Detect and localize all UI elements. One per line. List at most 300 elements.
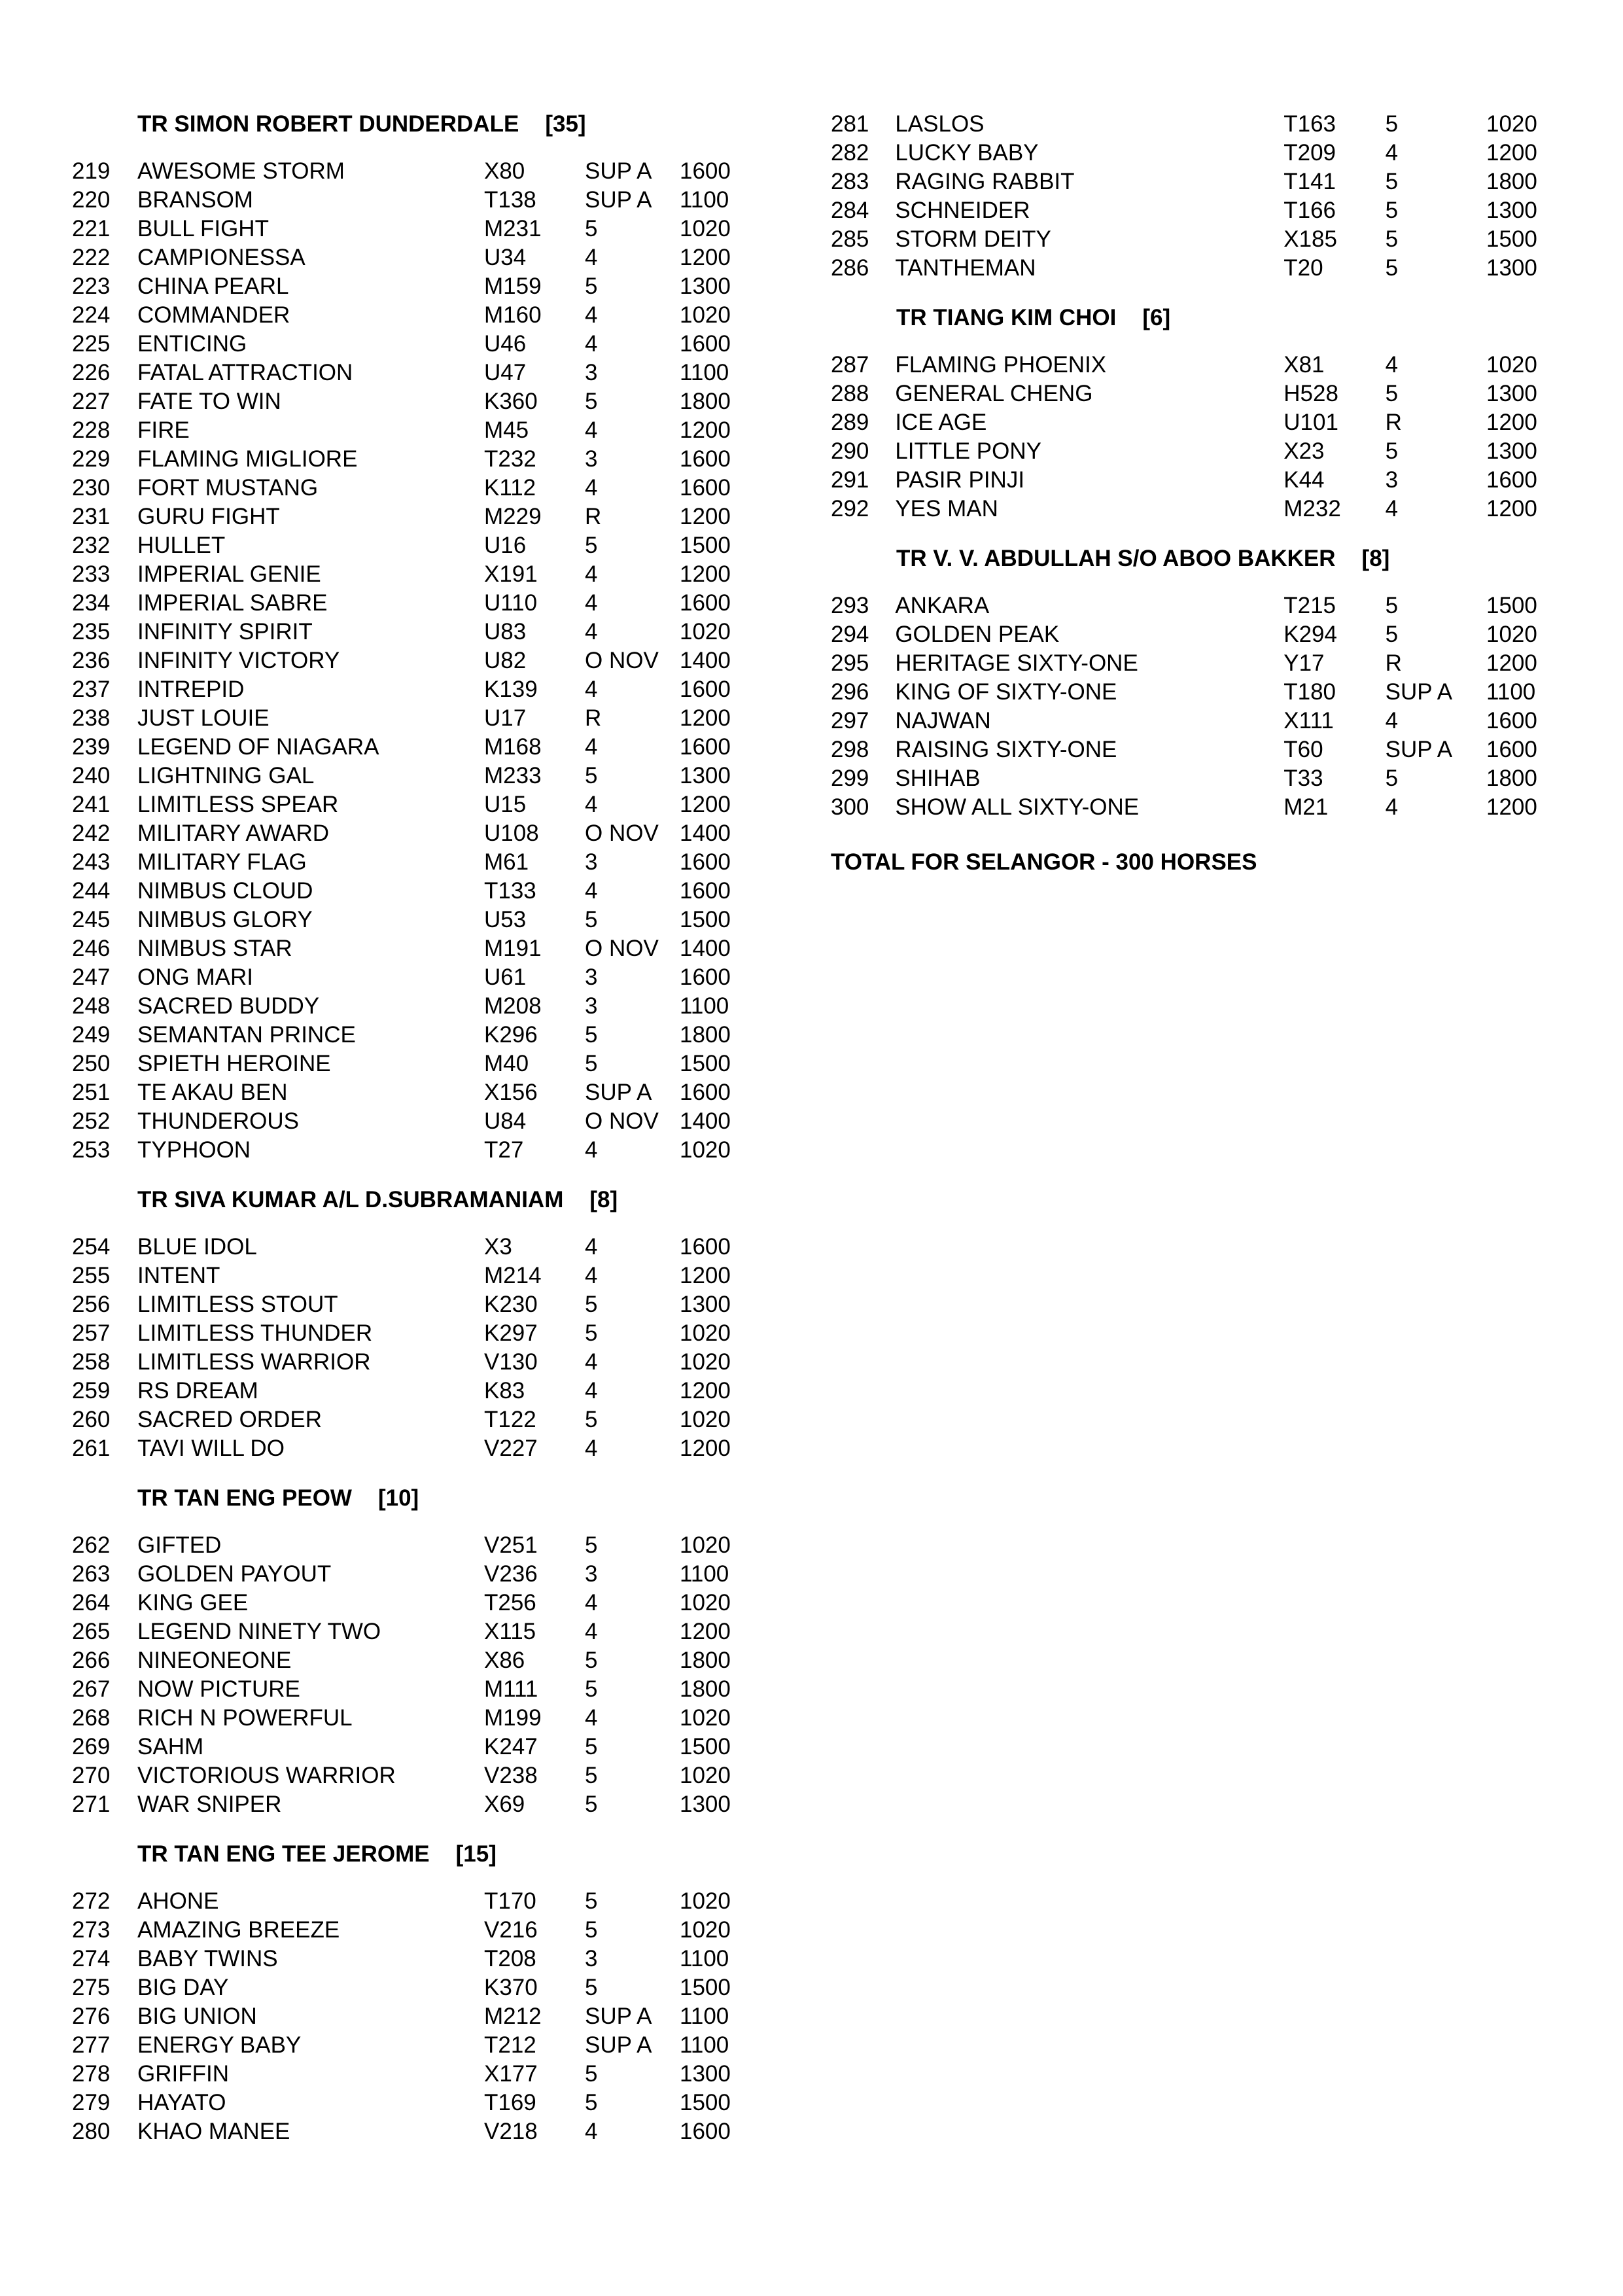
- horse-name: AWESOME STORM: [137, 158, 345, 184]
- horse-code: X185: [1283, 226, 1337, 252]
- horse-class: 4: [585, 792, 598, 817]
- horse-row: [831, 620, 1563, 649]
- horse-name: LUCKY BABY: [895, 140, 1039, 166]
- horse-name: SACRED ORDER: [137, 1407, 322, 1432]
- horse-class: 4: [585, 1378, 598, 1404]
- horse-name: KING GEE: [137, 1590, 249, 1616]
- horse-name: FATE TO WIN: [137, 389, 281, 414]
- horse-row: [831, 225, 1563, 254]
- horse-number: 243: [72, 849, 111, 875]
- horse-number: 288: [831, 381, 869, 406]
- horse-distance: 1600: [1486, 708, 1537, 733]
- horse-name: BLUE IDOL: [137, 1234, 257, 1260]
- horse-number: 252: [72, 1108, 111, 1134]
- horse-code: V227: [484, 1436, 538, 1461]
- horse-number: 239: [72, 734, 111, 760]
- horse-name: LIMITLESS SPEAR: [137, 792, 339, 817]
- horse-row: [831, 110, 1563, 139]
- horse-distance: 1200: [680, 561, 731, 587]
- horse-code: U16: [484, 533, 527, 558]
- horse-class: 4: [585, 1349, 598, 1375]
- horse-distance: 1020: [680, 1917, 731, 1943]
- horse-row: [72, 1887, 765, 1916]
- horse-row: [831, 592, 1563, 620]
- horse-row: [72, 2002, 765, 2031]
- horse-name: YES MAN: [895, 496, 998, 521]
- horse-row: [72, 560, 765, 589]
- horse-number: 221: [72, 216, 111, 241]
- horse-row: [72, 272, 765, 301]
- horse-name: COMMANDER: [137, 302, 290, 328]
- horse-distance: 1020: [680, 1888, 731, 1914]
- horse-code: T215: [1283, 593, 1336, 618]
- horse-code: T232: [484, 446, 536, 472]
- horse-number: 299: [831, 766, 869, 791]
- horse-distance: 1500: [680, 1734, 731, 1759]
- horse-number: 238: [72, 705, 111, 731]
- horse-name: GURU FIGHT: [137, 504, 280, 529]
- horse-distance: 1600: [680, 331, 731, 357]
- horse-distance: 1500: [1486, 593, 1537, 618]
- horse-distance: 1300: [1486, 255, 1537, 281]
- trainer-name: TR TAN ENG TEE JEROME: [137, 1841, 430, 1867]
- horse-code: V238: [484, 1763, 538, 1788]
- horse-code: T20: [1283, 255, 1323, 281]
- horse-class: 5: [1385, 111, 1399, 137]
- horse-code: T208: [484, 1946, 536, 1971]
- horse-row: [72, 1233, 765, 1262]
- horse-code: X191: [484, 561, 538, 587]
- horse-distance: 1300: [1486, 198, 1537, 223]
- horse-number: 256: [72, 1292, 111, 1317]
- trainer-heading: [72, 110, 765, 139]
- horse-code: X177: [484, 2061, 538, 2087]
- horse-number: 284: [831, 198, 869, 223]
- horse-class: 4: [585, 1234, 598, 1260]
- horse-class: 4: [585, 590, 598, 616]
- horse-code: T169: [484, 2090, 536, 2115]
- horse-class: 3: [585, 849, 598, 875]
- horse-distance: 1300: [680, 1792, 731, 1817]
- horse-class: 5: [585, 1888, 598, 1914]
- horse-name: CAMPIONESSA: [137, 245, 305, 270]
- horse-class: 5: [585, 216, 598, 241]
- horse-number: 259: [72, 1378, 111, 1404]
- horse-row: [831, 196, 1563, 225]
- horse-number: 227: [72, 389, 111, 414]
- horse-distance: 1600: [680, 1234, 731, 1260]
- horse-number: 230: [72, 475, 111, 501]
- horse-row: [72, 1107, 765, 1136]
- horse-code: U61: [484, 964, 527, 990]
- horse-number: 296: [831, 679, 869, 705]
- horse-distance: 1300: [680, 763, 731, 788]
- horse-code: X81: [1283, 352, 1325, 378]
- horse-row: [72, 1560, 765, 1589]
- horse-code: U110: [484, 590, 538, 616]
- horse-number: 272: [72, 1888, 111, 1914]
- horse-number: 286: [831, 255, 869, 281]
- horse-name: GRIFFIN: [137, 2061, 229, 2087]
- horse-distance: 1020: [680, 216, 731, 241]
- horse-row: [831, 678, 1563, 707]
- horse-row: [72, 1733, 765, 1761]
- horse-row: [72, 1434, 765, 1463]
- horse-name: INTENT: [137, 1263, 220, 1288]
- horse-name: SHOW ALL SIXTY-ONE: [895, 794, 1140, 820]
- horse-code: M159: [484, 274, 542, 299]
- horse-name: BABY TWINS: [137, 1946, 278, 1971]
- horse-code: T209: [1283, 140, 1336, 166]
- horse-class: 4: [585, 331, 598, 357]
- left-column: [72, 110, 765, 2167]
- trainer-name: TR TAN ENG PEOW: [137, 1485, 352, 1511]
- horse-row: [72, 1704, 765, 1733]
- horse-number: 224: [72, 302, 111, 328]
- horse-code: M160: [484, 302, 542, 328]
- horse-distance: 1400: [680, 821, 731, 846]
- horse-class: R: [585, 504, 602, 529]
- horse-name: FORT MUSTANG: [137, 475, 319, 501]
- horse-class: 5: [585, 1292, 598, 1317]
- horse-row: [72, 1675, 765, 1704]
- horse-number: 249: [72, 1022, 111, 1048]
- horse-class: O NOV: [585, 648, 659, 673]
- horse-number: 270: [72, 1763, 111, 1788]
- horse-code: U84: [484, 1108, 527, 1134]
- horse-distance: 1020: [680, 1137, 731, 1163]
- horse-distance: 1200: [1486, 496, 1537, 521]
- horse-code: X3: [484, 1234, 512, 1260]
- horse-row: [831, 351, 1563, 380]
- horse-row: [72, 819, 765, 848]
- horse-code: T27: [484, 1137, 524, 1163]
- horse-distance: 1600: [1486, 737, 1537, 762]
- trainer-horse-count: [6]: [1142, 305, 1171, 330]
- horse-name: GENERAL CHENG: [895, 381, 1093, 406]
- horse-row: [72, 243, 765, 272]
- horse-name: RICH N POWERFUL: [137, 1705, 353, 1731]
- horse-code: K44: [1283, 467, 1325, 493]
- horse-number: 231: [72, 504, 111, 529]
- horse-name: WAR SNIPER: [137, 1792, 282, 1817]
- horse-name: RAGING RABBIT: [895, 169, 1075, 194]
- trainer-heading: [72, 1186, 765, 1214]
- horse-distance: 1100: [680, 360, 729, 385]
- horse-class: 5: [585, 2061, 598, 2087]
- horse-class: SUP A: [585, 1080, 652, 1105]
- trainer-horse-count: [8]: [589, 1187, 618, 1212]
- horse-name: IMPERIAL SABRE: [137, 590, 328, 616]
- horse-number: 294: [831, 622, 869, 647]
- horse-class: 4: [1385, 794, 1399, 820]
- horse-row: [831, 466, 1563, 495]
- horse-distance: 1500: [1486, 226, 1537, 252]
- horse-code: M40: [484, 1051, 529, 1076]
- horse-distance: 1020: [680, 1349, 731, 1375]
- horse-class: 5: [1385, 438, 1399, 464]
- horse-distance: 1300: [680, 2061, 731, 2087]
- horse-name: TANTHEMAN: [895, 255, 1036, 281]
- horse-code: X115: [484, 1619, 536, 1644]
- horse-distance: 1200: [680, 792, 731, 817]
- horse-number: 222: [72, 245, 111, 270]
- horse-name: SHIHAB: [895, 766, 981, 791]
- horse-distance: 1100: [1486, 679, 1536, 705]
- horse-number: 292: [831, 496, 869, 521]
- horse-name: LIMITLESS WARRIOR: [137, 1349, 371, 1375]
- horse-row: [72, 992, 765, 1021]
- horse-row: [72, 762, 765, 790]
- horse-class: 5: [1385, 255, 1399, 281]
- horse-name: MILITARY AWARD: [137, 821, 330, 846]
- horse-code: M168: [484, 734, 542, 760]
- horse-class: 5: [585, 1676, 598, 1702]
- horse-code: U101: [1283, 410, 1338, 435]
- horse-distance: 1600: [1486, 467, 1537, 493]
- horse-name: GOLDEN PEAK: [895, 622, 1060, 647]
- horse-class: 5: [585, 533, 598, 558]
- horse-class: 4: [585, 1619, 598, 1644]
- horse-row: [72, 1290, 765, 1319]
- horse-code: T212: [484, 2032, 536, 2058]
- trainer-section: [72, 1186, 765, 1463]
- trainer-section: [831, 544, 1563, 822]
- horse-distance: 1200: [1486, 650, 1537, 676]
- horse-row: [831, 380, 1563, 408]
- trainer-horse-count: [8]: [1361, 546, 1390, 571]
- horse-name: NOW PICTURE: [137, 1676, 300, 1702]
- horse-row: [72, 474, 765, 503]
- horse-row: [72, 503, 765, 531]
- horse-class: 5: [585, 1648, 598, 1673]
- horse-row: [831, 168, 1563, 196]
- horse-name: HERITAGE SIXTY-ONE: [895, 650, 1138, 676]
- horse-name: BULL FIGHT: [137, 216, 269, 241]
- horse-class: 5: [1385, 198, 1399, 223]
- horse-code: M229: [484, 504, 542, 529]
- horse-number: 220: [72, 187, 111, 213]
- horse-number: 241: [72, 792, 111, 817]
- horse-code: V216: [484, 1917, 538, 1943]
- horse-class: 5: [585, 763, 598, 788]
- horse-code: X156: [484, 1080, 538, 1105]
- horse-row: [72, 416, 765, 445]
- horse-distance: 1600: [680, 158, 731, 184]
- horse-number: 237: [72, 677, 111, 702]
- horse-code: X23: [1283, 438, 1325, 464]
- horse-code: T33: [1283, 766, 1323, 791]
- horse-name: SAHM: [137, 1734, 204, 1759]
- horse-row: [72, 531, 765, 560]
- horse-distance: 1600: [680, 2119, 731, 2144]
- horse-number: 267: [72, 1676, 111, 1702]
- horse-distance: 1600: [680, 1080, 731, 1105]
- horse-code: M21: [1283, 794, 1329, 820]
- horse-row: [72, 1021, 765, 1050]
- trainer-section: [72, 1840, 765, 2146]
- horse-name: BIG DAY: [137, 1975, 229, 2000]
- horse-name: TAVI WILL DO: [137, 1436, 285, 1461]
- horse-name: FIRE: [137, 417, 190, 443]
- horse-row: [831, 707, 1563, 735]
- horse-distance: 1500: [680, 1975, 731, 2000]
- horse-name: IMPERIAL GENIE: [137, 561, 321, 587]
- horse-row: [72, 934, 765, 963]
- horse-number: 236: [72, 648, 111, 673]
- horse-class: SUP A: [585, 158, 652, 184]
- horse-class: 4: [585, 1137, 598, 1163]
- horse-number: 297: [831, 708, 869, 733]
- horse-distance: 1600: [680, 590, 731, 616]
- horse-number: 283: [831, 169, 869, 194]
- horse-code: X69: [484, 1792, 525, 1817]
- horse-code: K370: [484, 1975, 538, 2000]
- horse-class: 4: [1385, 708, 1399, 733]
- horse-row: [72, 1646, 765, 1675]
- trainer-section: [831, 304, 1563, 523]
- horse-name: PASIR PINJI: [895, 467, 1025, 493]
- horse-code: K139: [484, 677, 538, 702]
- horse-code: M208: [484, 993, 542, 1019]
- trainer-section: [72, 1484, 765, 1819]
- horse-name: ENERGY BABY: [137, 2032, 302, 2058]
- horse-row: [72, 1945, 765, 1973]
- horse-code: M212: [484, 2004, 542, 2029]
- horse-row: [831, 437, 1563, 466]
- horse-number: 287: [831, 352, 869, 378]
- horse-code: U53: [484, 907, 527, 932]
- horse-row: [831, 764, 1563, 793]
- horse-number: 290: [831, 438, 869, 464]
- trainer-horse-count: [10]: [377, 1485, 419, 1511]
- horse-code: K83: [484, 1378, 525, 1404]
- horse-name: LITTLE PONY: [895, 438, 1041, 464]
- horse-row: [72, 1916, 765, 1945]
- horse-row: [72, 1531, 765, 1560]
- horse-distance: 1800: [1486, 169, 1537, 194]
- horse-class: 4: [585, 245, 598, 270]
- horse-class: 5: [585, 274, 598, 299]
- horse-row: [72, 618, 765, 646]
- horse-row: [72, 387, 765, 416]
- horse-code: U34: [484, 245, 527, 270]
- horse-name: FLAMING PHOENIX: [895, 352, 1107, 378]
- horse-distance: 1020: [680, 619, 731, 645]
- horse-name: STORM DEITY: [895, 226, 1051, 252]
- horse-number: 258: [72, 1349, 111, 1375]
- horse-code: M111: [484, 1676, 538, 1702]
- horse-distance: 1100: [680, 1561, 729, 1587]
- horse-row: [72, 186, 765, 215]
- trainer-horse-count: [35]: [545, 111, 586, 137]
- horse-name: THUNDEROUS: [137, 1108, 299, 1134]
- horse-class: 4: [1385, 140, 1399, 166]
- horse-code: M214: [484, 1263, 542, 1288]
- horse-number: 271: [72, 1792, 111, 1817]
- horse-number: 281: [831, 111, 869, 137]
- horse-distance: 1600: [680, 849, 731, 875]
- horse-distance: 1020: [1486, 622, 1537, 647]
- trainer-heading: [72, 1484, 765, 1513]
- horse-row: [72, 1050, 765, 1078]
- horse-number: 298: [831, 737, 869, 762]
- horse-number: 279: [72, 2090, 111, 2115]
- horse-number: 233: [72, 561, 111, 587]
- horse-name: FATAL ATTRACTION: [137, 360, 353, 385]
- horse-row: [72, 675, 765, 704]
- horse-row: [72, 2060, 765, 2089]
- horse-class: 5: [585, 1917, 598, 1943]
- horse-class: 4: [585, 1263, 598, 1288]
- horse-code: K294: [1283, 622, 1337, 647]
- horse-code: T256: [484, 1590, 536, 1616]
- horse-row: [72, 157, 765, 186]
- horse-row: [72, 1262, 765, 1290]
- horse-number: 278: [72, 2061, 111, 2087]
- horse-class: 5: [1385, 622, 1399, 647]
- horse-name: RAISING SIXTY-ONE: [895, 737, 1117, 762]
- horse-class: 5: [585, 1022, 598, 1048]
- horse-distance: 1500: [680, 533, 731, 558]
- horse-code: X111: [1283, 708, 1334, 733]
- total-summary: TOTAL FOR SELANGOR - 300 HORSES: [831, 849, 1257, 875]
- horse-distance: 1200: [680, 245, 731, 270]
- horse-class: 4: [585, 619, 598, 645]
- horse-distance: 1100: [680, 187, 729, 213]
- horse-code: U46: [484, 331, 527, 357]
- horse-number: 244: [72, 878, 111, 904]
- horse-code: T60: [1283, 737, 1323, 762]
- horse-distance: 1200: [680, 1619, 731, 1644]
- horse-name: SCHNEIDER: [895, 198, 1030, 223]
- horse-name: AHONE: [137, 1888, 219, 1914]
- horse-class: 5: [585, 1532, 598, 1558]
- horse-distance: 1300: [680, 1292, 731, 1317]
- horse-number: 219: [72, 158, 111, 184]
- horse-code: V130: [484, 1349, 538, 1375]
- horse-name: NIMBUS STAR: [137, 936, 292, 961]
- horse-number: 223: [72, 274, 111, 299]
- horse-distance: 1500: [680, 907, 731, 932]
- horse-name: FLAMING MIGLIORE: [137, 446, 358, 472]
- horse-name: HAYATO: [137, 2090, 226, 2115]
- horse-class: SUP A: [1385, 737, 1453, 762]
- horse-distance: 1400: [680, 648, 731, 673]
- horse-class: 4: [585, 878, 598, 904]
- horse-row: [72, 445, 765, 474]
- horse-name: VICTORIOUS WARRIOR: [137, 1763, 396, 1788]
- horse-class: 3: [585, 1946, 598, 1971]
- horse-code: T122: [484, 1407, 536, 1432]
- horse-code: U82: [484, 648, 527, 673]
- horse-row: [831, 649, 1563, 678]
- horse-row: [831, 254, 1563, 283]
- horse-code: U83: [484, 619, 527, 645]
- trainer-heading: [72, 1840, 765, 1869]
- horse-class: SUP A: [585, 187, 652, 213]
- trainer-heading: [831, 304, 1563, 332]
- horse-class: R: [1385, 650, 1402, 676]
- horse-code: K360: [484, 389, 538, 414]
- horse-name: KING OF SIXTY-ONE: [895, 679, 1117, 705]
- horse-code: T180: [1283, 679, 1336, 705]
- horse-row: [72, 215, 765, 243]
- horse-row: [72, 589, 765, 618]
- horse-name: SACRED BUDDY: [137, 993, 320, 1019]
- trainer-name: TR SIVA KUMAR A/L D.SUBRAMANIAM: [137, 1187, 564, 1212]
- horse-code: T133: [484, 878, 536, 904]
